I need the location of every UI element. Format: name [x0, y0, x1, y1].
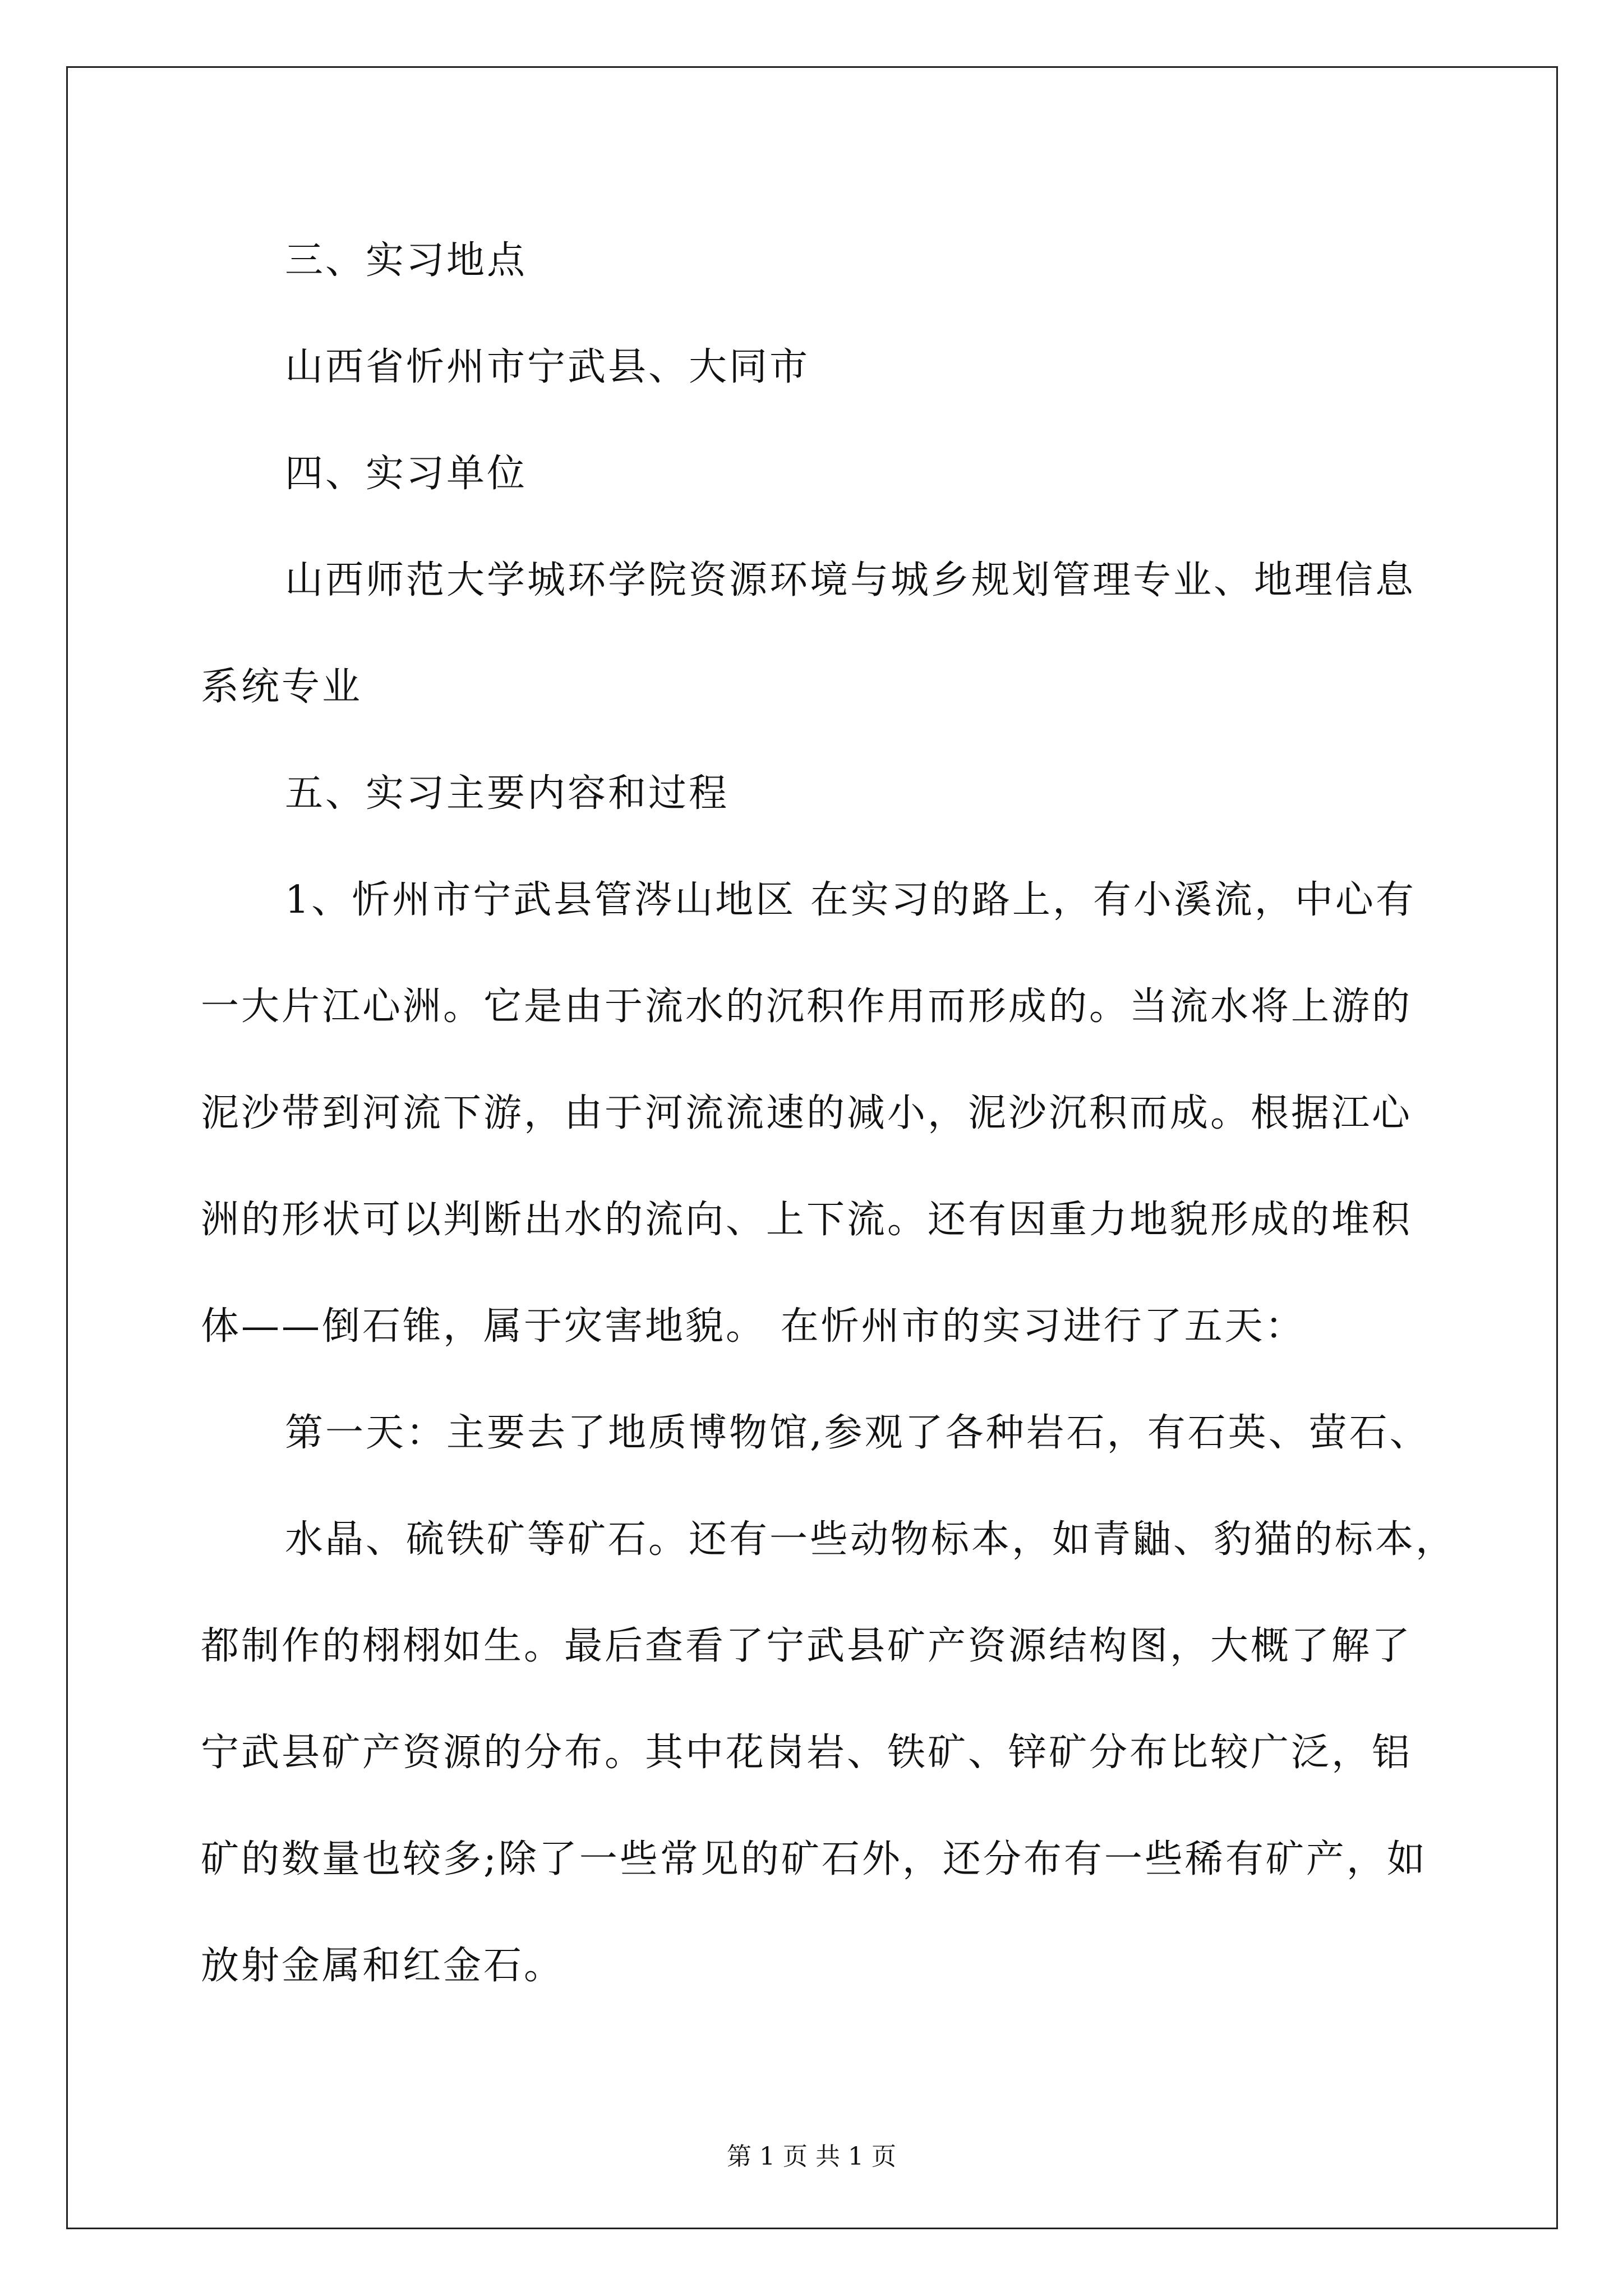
- paragraph-content-line-1: 1、忻州市宁武县管涔山地区 在实习的路上，有小溪流，中心有: [285, 878, 1416, 922]
- paragraph-location: 山西省忻州市宁武县、大同市: [285, 345, 810, 389]
- page-footer: 第 1 页 共 1 页: [727, 2142, 896, 2171]
- paragraph-day1-line-6: 放射金属和红金石。: [201, 1944, 565, 1988]
- section-heading-unit: 四、实习单位: [285, 452, 528, 496]
- paragraph-unit-line-1: 山西师范大学城环学院资源环境与城乡规划管理专业、地理信息: [285, 558, 1416, 602]
- paragraph-day1-line-1: 第一天：主要去了地质博物馆,参观了各种岩石，有石英、萤石、: [285, 1411, 1430, 1455]
- section-heading-location: 三、实习地点: [285, 238, 528, 283]
- paragraph-content-line-4: 洲的形状可以判断出水的流向、上下流。还有因重力地貌形成的堆积: [201, 1198, 1413, 1242]
- paragraph-day1-line-2: 水晶、硫铁矿等矿石。还有一些动物标本，如青鼬、豹猫的标本，: [285, 1517, 1456, 1562]
- paragraph-content-line-5: 体——倒石锥，属于灾害地貌。 在忻州市的实习进行了五天：: [201, 1304, 1306, 1349]
- document-body: [201, 208, 1456, 2019]
- paragraph-day1-line-5: 矿的数量也较多;除了一些常见的矿石外，还分布有一些稀有矿产，如: [201, 1837, 1427, 1881]
- paragraph-content-line-3: 泥沙带到河流下游，由于河流流速的减小，泥沙沉积而成。根据江心: [201, 1091, 1413, 1135]
- paragraph-content-line-2: 一大片江心洲。它是由于流水的沉积作用而形成的。当流水将上游的: [201, 984, 1413, 1029]
- paragraph-unit-line-2: 系统专业: [201, 665, 363, 709]
- paragraph-day1-line-3: 都制作的栩栩如生。最后查看了宁武县矿产资源结构图，大概了解了: [201, 1624, 1413, 1668]
- paragraph-day1-line-4: 宁武县矿产资源的分布。其中花岗岩、铁矿、锌矿分布比较广泛，铝: [201, 1731, 1413, 1775]
- section-heading-content: 五、实习主要内容和过程: [285, 771, 730, 816]
